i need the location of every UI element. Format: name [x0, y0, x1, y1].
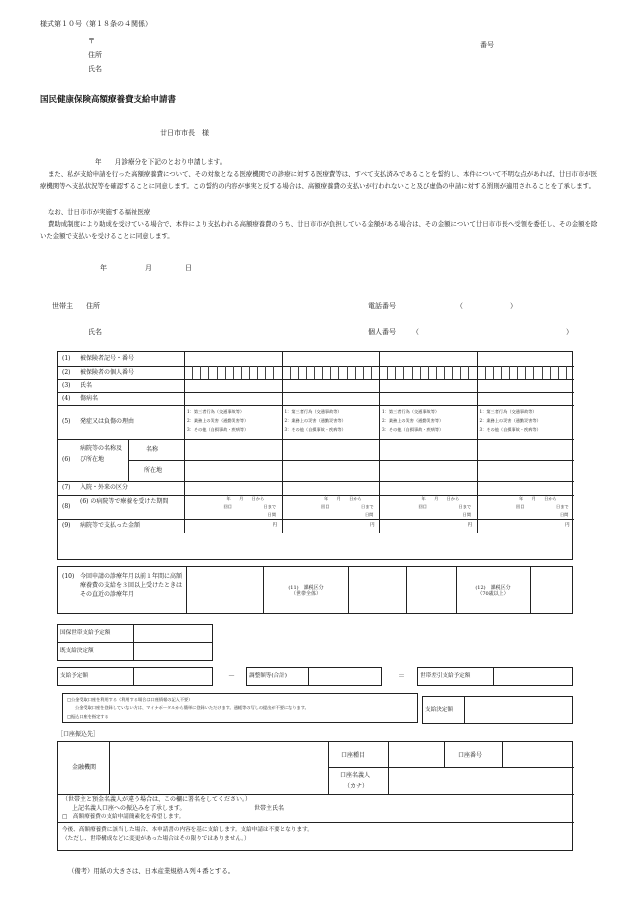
period-days: 日間	[365, 512, 374, 517]
yen-unit: 円	[370, 523, 375, 528]
phone-paren-close: ）	[510, 302, 517, 310]
household-head-signature-label: 世帯主氏名	[254, 805, 285, 812]
planned-amount-box	[57, 667, 213, 686]
household-head-label: 世帯主	[52, 302, 73, 310]
specify-account-option[interactable]: □振込口座を指定する	[67, 714, 109, 719]
row-num: (1)	[62, 355, 71, 362]
already-decided-label: 既支給決定額	[58, 643, 134, 661]
date-day: 日	[185, 264, 192, 272]
account-section-title: ［口座振込先］	[57, 731, 100, 738]
public-account-note: 公金受取口座を登録していない方は、マイナポータルから簡単に登録いただけます。通帳等の写しの提出が不要になります。	[75, 705, 309, 710]
row-label: 入院・外来の区分	[80, 484, 129, 491]
reason-option[interactable]: 1：第三者行為（交通事故等）	[479, 409, 537, 414]
request-line: 年 月診療分を下記のとおり申請します。	[95, 158, 227, 166]
reason-option[interactable]: 3：その他（自損事故・疾病等）	[382, 427, 444, 432]
personal-number-label: 個人番号	[368, 328, 396, 336]
period-to: 日まで	[556, 504, 569, 509]
reason-option[interactable]: 2：業務上の災害（通勤災害等）	[382, 418, 444, 423]
period-days: 日間	[267, 512, 276, 517]
row-label: 被保険者記号・番号	[80, 355, 135, 362]
reason-option[interactable]: 2：業務上の災害（通勤災害等）	[284, 418, 346, 423]
decision-amount-box	[422, 696, 573, 724]
reason-option[interactable]: 2：業務上の災害（通勤災害等）	[479, 418, 541, 423]
body-paragraph-1: また、私が支給申請を行った高額療養費について、その対象となる医療機関での診療に対する医療費等は、すべて支払済みであることを誓約し、本件について不明な点があれば、廿日市市が医療機関等へ支払状況等を確認することに同意します。この誓約の内容が事実と反する場合は、高額療養費の支払いが行われないこと及び虚偽の申請に対する罰則が適用されることを了承します。	[40, 170, 598, 190]
decision-amount-label: 支給決定額	[423, 697, 465, 724]
adjustment-box	[246, 667, 382, 686]
net-amount-box	[417, 667, 573, 686]
row10-block	[57, 566, 573, 614]
yen-unit: 円	[565, 523, 570, 528]
period-count: 回目	[418, 504, 427, 509]
reason-option[interactable]: 3：その他（自損事故・疾病等）	[479, 427, 541, 432]
period-to: 日まで	[263, 504, 277, 509]
period-from: 年 月 日から	[324, 496, 362, 501]
row-label: 病院等で支払った金額	[80, 522, 141, 529]
bank-label: 金融機関	[72, 764, 97, 771]
date-month: 月	[145, 264, 152, 272]
row-num: (9)	[62, 522, 71, 529]
applicant-name-label: 氏名	[88, 328, 102, 336]
phone-paren-open: （	[456, 302, 463, 310]
footnote: （備考）用紙の大きさは、日本産業規格Ａ列４番とする。	[68, 867, 235, 875]
row10-label: 今回申請の診療年月以前１年間に高額療養費の支給を３回以上受けたときはその直近の診療年月	[80, 573, 183, 598]
minus-sign: －	[228, 672, 235, 680]
account-holder-label: 口座名義人	[340, 772, 371, 779]
period-from: 年 月 日から	[421, 496, 460, 501]
consent-line-1: （世帯主と預金名義人が違う場合は、この欄に署名をしてください。）	[62, 796, 252, 803]
simplification-note-2: （ただし、世帯構成などに変更があった場合はその限りではありません。）	[62, 836, 250, 842]
adjustment-label: 調整額等(合計)	[247, 668, 309, 686]
yen-unit: 円	[467, 523, 473, 528]
body-paragraph-3: 費助成制度により助成を受けている場合で、本件により支払われる高額療養費のうち、廿日市市が負担している金額がある場合は、その金額について廿日市市長へ受領を委任し、その金額を除いた金額で支払いを受けることに同意します。	[40, 220, 598, 240]
hospital-name-label: 名称	[146, 445, 159, 453]
postal-mark: 〒	[88, 37, 95, 45]
net-amount-label: 世帯差引支給予定額	[418, 668, 494, 686]
row-num: (4)	[62, 394, 71, 402]
pn-paren-close: ）	[566, 328, 573, 336]
phone-label: 電話番号	[368, 302, 396, 310]
public-account-box	[62, 693, 418, 723]
account-type-label: 口座種目	[341, 752, 366, 759]
reason-option[interactable]: 3：その他（自損事故・疾病等）	[284, 427, 346, 432]
yen-unit: 円	[272, 523, 278, 528]
page-title: 国民健康保険高額療養費支給申請書	[40, 95, 177, 105]
claim-table	[57, 351, 573, 560]
household-scheduled-label: 国保世帯支給予定額	[58, 625, 134, 643]
applicant-address-label: 住所	[86, 302, 100, 310]
period-days: 日間	[462, 512, 471, 517]
period-from: 年 月 日から	[519, 496, 557, 501]
reason-option[interactable]: 2：業務上の災害（通勤災害等）	[187, 418, 249, 423]
simplification-note-1: 今後、高額療養費に該当した場合、本申請書の内容を基に支給します。支給申請は不要となります。	[62, 827, 313, 833]
account-holder-kana: （カナ）	[344, 783, 369, 790]
row-label: 氏名	[80, 381, 93, 389]
body-paragraph-2: なお、廿日市市が実施する福祉医療	[48, 208, 151, 216]
simplification-checkbox[interactable]: □ 高額療養費の支給申請簡素化を希望します。	[62, 814, 185, 820]
reason-option[interactable]: 3：その他（自損事故・疾病等）	[187, 427, 249, 432]
period-to: 日まで	[458, 504, 472, 509]
tax-class-70: (12) 課税区分 （70歳以上）	[475, 585, 511, 598]
account-block	[57, 741, 573, 851]
period-to: 日まで	[361, 504, 374, 509]
row-num: (8)	[62, 503, 71, 510]
consent-line-2: 上記名義人口座への振込みを了承します。	[72, 805, 186, 812]
row-num: (7)	[62, 484, 71, 491]
reason-option[interactable]: 1：第三者行為（交通事故等）	[382, 409, 440, 414]
row-label: 病院等の名称及び所在地	[80, 445, 123, 463]
period-count: 回目	[321, 504, 330, 509]
row-label: (6) の病院等で療養を受けた期間	[80, 498, 169, 505]
reason-option[interactable]: 1：第三者行為（交通事故等）	[284, 409, 342, 414]
planned-amount-label: 支給予定額	[58, 668, 134, 686]
period-count: 回目	[223, 504, 232, 509]
row-label: 被保険者の個人番号	[80, 368, 135, 376]
tax-class-household: (11) 課税区分 （世帯全体）	[288, 585, 324, 598]
date-year: 年	[100, 264, 107, 272]
row-num: (3)	[62, 381, 71, 389]
row-label: 傷病名	[80, 394, 99, 402]
header-address-label: 住所	[88, 51, 102, 59]
row-num: (6)	[62, 456, 71, 463]
header-number-label: 番号	[480, 41, 494, 49]
period-from: 年 月 日から	[226, 496, 265, 501]
row10-num: (10)	[62, 573, 75, 580]
period-count: 回目	[516, 504, 525, 509]
row-num: (2)	[62, 368, 71, 376]
pn-paren-open: （	[412, 328, 419, 336]
office-table	[57, 624, 213, 661]
use-public-account-option[interactable]: □公金受取口座を利用する（利用する場合は口座情報の記入不要）	[67, 697, 193, 702]
account-number-label: 口座番号	[458, 752, 483, 759]
row-num: (5)	[62, 418, 71, 425]
reason-option[interactable]: 1：第三者行為（交通事故等）	[187, 409, 245, 414]
row-label: 発症又は負傷の理由	[80, 418, 135, 425]
period-days: 日間	[560, 512, 569, 517]
form-number: 様式第１０号（第１８条の４関係）	[40, 20, 152, 28]
equals-sign: ＝	[398, 672, 405, 680]
addressee: 廿日市市長 様	[160, 129, 209, 137]
header-name-label: 氏名	[88, 65, 102, 73]
hospital-location-label: 所在地	[144, 466, 163, 474]
